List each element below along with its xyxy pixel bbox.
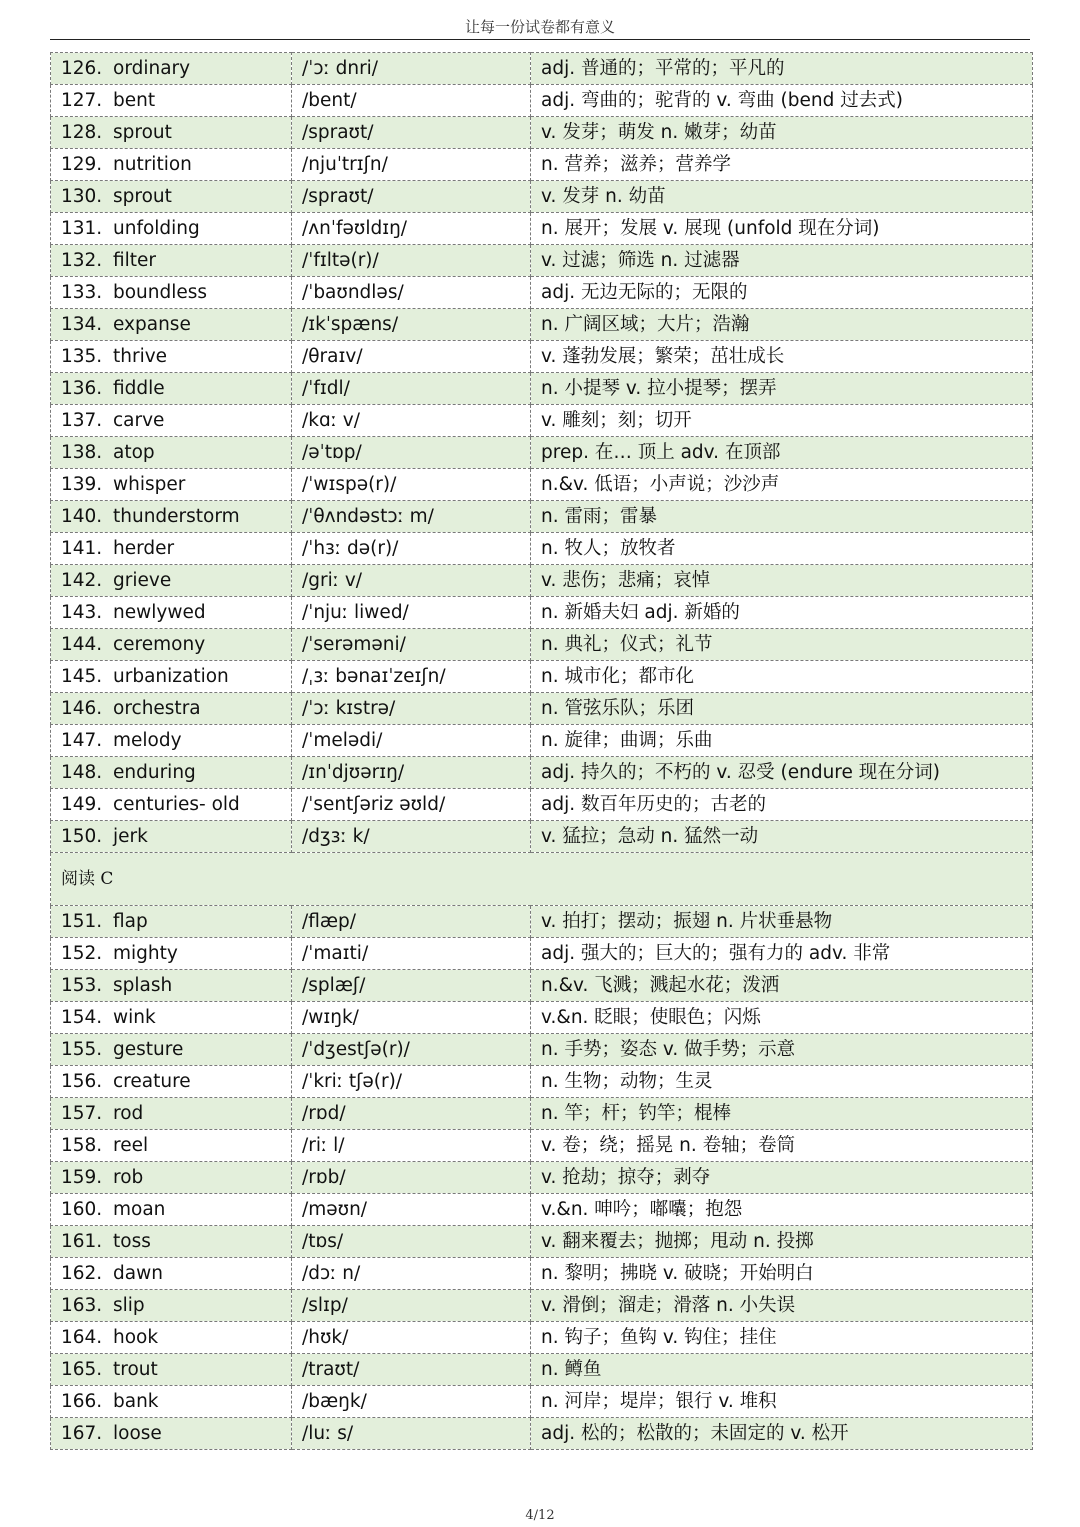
meaning-cell: n. 新婚夫妇 adj. 新婚的 [531, 597, 1033, 629]
vocabulary-table-body [51, 53, 1033, 1450]
phonetic-cell: /ˈnjuː liwed/ [292, 597, 531, 629]
entry-number: 132. [61, 250, 103, 271]
meaning-cell: n. 展开；发展 v. 展现 (unfold 现在分词) [531, 213, 1033, 245]
meaning-cell: n. 生物；动物；生灵 [531, 1066, 1033, 1098]
word-cell [51, 1322, 292, 1354]
word-cell [51, 437, 292, 469]
phonetic-cell: /spraʊt/ [292, 181, 531, 213]
entry-word: centuries- old [113, 794, 240, 815]
meaning-cell: v. 抢劫；掠夺；剥夺 [531, 1162, 1033, 1194]
meaning-cell: adj. 无边无际的；无限的 [531, 277, 1033, 309]
meaning-cell: v. 蓬勃发展；繁荣；茁壮成长 [531, 341, 1033, 373]
meaning-cell: v. 卷；绕；摇晃 n. 卷轴；卷筒 [531, 1130, 1033, 1162]
table-row [51, 789, 1033, 821]
meaning-cell: n. 钩子；鱼钩 v. 钩住；挂住 [531, 1322, 1033, 1354]
entry-number: 165. [61, 1359, 103, 1380]
entry-word: carve [113, 410, 165, 431]
table-row [51, 597, 1033, 629]
table-row [51, 725, 1033, 757]
header-divider [50, 39, 1030, 40]
phonetic-cell: /wɪŋk/ [292, 1002, 531, 1034]
meaning-cell: v.&n. 眨眼；使眼色；闪烁 [531, 1002, 1033, 1034]
table-row [51, 341, 1033, 373]
section-heading-row [51, 853, 1033, 906]
entry-word: filter [113, 250, 157, 271]
meaning-cell: n. 牧人；放牧者 [531, 533, 1033, 565]
entry-number: 142. [61, 570, 103, 591]
table-row [51, 821, 1033, 853]
meaning-cell: n. 河岸；堤岸；银行 v. 堆积 [531, 1386, 1033, 1418]
entry-number: 130. [61, 186, 103, 207]
entry-word: thunderstorm [113, 506, 240, 527]
entry-number: 145. [61, 666, 103, 687]
table-row [51, 1162, 1033, 1194]
meaning-cell: n.&v. 低语；小声说；沙沙声 [531, 469, 1033, 501]
table-row [51, 1002, 1033, 1034]
word-cell [51, 821, 292, 853]
entry-number: 140. [61, 506, 103, 527]
entry-word: sprout [113, 186, 172, 207]
word-cell [51, 1290, 292, 1322]
word-cell [51, 341, 292, 373]
entry-word: dawn [113, 1263, 163, 1284]
entry-word: rob [113, 1167, 144, 1188]
table-row [51, 149, 1033, 181]
meaning-cell: n. 黎明；拂晓 v. 破晓；开始明白 [531, 1258, 1033, 1290]
word-cell [51, 597, 292, 629]
word-cell [51, 970, 292, 1002]
entry-number: 164. [61, 1327, 103, 1348]
phonetic-cell: /ˈsentʃəriz əʊld/ [292, 789, 531, 821]
phonetic-cell: /ˈbaʊndləs/ [292, 277, 531, 309]
entry-word: bank [113, 1391, 159, 1412]
phonetic-cell: /ˈwɪspə(r)/ [292, 469, 531, 501]
phonetic-cell: /θraɪv/ [292, 341, 531, 373]
entry-number: 148. [61, 762, 103, 783]
entry-word: slip [113, 1295, 145, 1316]
phonetic-cell: /ˈfɪdl/ [292, 373, 531, 405]
entry-number: 146. [61, 698, 103, 719]
entry-word: urbanization [113, 666, 229, 687]
word-cell [51, 1354, 292, 1386]
entry-number: 166. [61, 1391, 103, 1412]
page-number: 4/12 [525, 1508, 555, 1523]
entry-word: herder [113, 538, 175, 559]
entry-number: 160. [61, 1199, 103, 1220]
meaning-cell: adj. 持久的；不朽的 v. 忍受 (endure 现在分词) [531, 757, 1033, 789]
entry-word: hook [113, 1327, 159, 1348]
entry-number: 167. [61, 1423, 103, 1444]
word-cell [51, 1002, 292, 1034]
entry-number: 134. [61, 314, 103, 335]
phonetic-cell: /məʊn/ [292, 1194, 531, 1226]
word-cell [51, 1066, 292, 1098]
entry-number: 151. [61, 911, 103, 932]
word-cell [51, 1194, 292, 1226]
meaning-cell: v. 发芽 n. 幼苗 [531, 181, 1033, 213]
entry-number: 126. [61, 58, 103, 79]
word-cell [51, 725, 292, 757]
phonetic-cell: /njuˈtrɪʃn/ [292, 149, 531, 181]
entry-word: reel [113, 1135, 149, 1156]
table-row [51, 1354, 1033, 1386]
word-cell [51, 1130, 292, 1162]
entry-number: 136. [61, 378, 103, 399]
section-heading: 阅读 C [51, 853, 1033, 906]
phonetic-cell: /hʊk/ [292, 1322, 531, 1354]
entry-number: 147. [61, 730, 103, 751]
entry-number: 155. [61, 1039, 103, 1060]
entry-number: 158. [61, 1135, 103, 1156]
phonetic-cell: /rɒd/ [292, 1098, 531, 1130]
meaning-cell: n. 管弦乐队；乐团 [531, 693, 1033, 725]
entry-number: 139. [61, 474, 103, 495]
entry-number: 157. [61, 1103, 103, 1124]
table-row [51, 501, 1033, 533]
entry-word: orchestra [113, 698, 201, 719]
phonetic-cell: /ˈmaɪti/ [292, 938, 531, 970]
table-row [51, 1034, 1033, 1066]
phonetic-cell: /luː s/ [292, 1418, 531, 1450]
entry-word: atop [113, 442, 155, 463]
entry-word: thrive [113, 346, 168, 367]
entry-word: sprout [113, 122, 172, 143]
word-cell [51, 277, 292, 309]
phonetic-cell: /ˈɔː kɪstrə/ [292, 693, 531, 725]
phonetic-cell: /riː l/ [292, 1130, 531, 1162]
meaning-cell: n. 竿；杆；钓竿；棍棒 [531, 1098, 1033, 1130]
table-row [51, 53, 1033, 85]
word-cell [51, 85, 292, 117]
table-row [51, 469, 1033, 501]
entry-word: expanse [113, 314, 191, 335]
table-row [51, 693, 1033, 725]
word-cell [51, 373, 292, 405]
entry-number: 159. [61, 1167, 103, 1188]
table-row [51, 245, 1033, 277]
entry-word: melody [113, 730, 182, 751]
phonetic-cell: /traʊt/ [292, 1354, 531, 1386]
phonetic-cell: /ˈhɜː də(r)/ [292, 533, 531, 565]
meaning-cell: adj. 松的；松散的；未固定的 v. 松开 [531, 1418, 1033, 1450]
entry-number: 144. [61, 634, 103, 655]
meaning-cell: adj. 数百年历史的；古老的 [531, 789, 1033, 821]
entry-word: ordinary [113, 58, 191, 79]
entry-word: unfolding [113, 218, 200, 239]
table-row [51, 181, 1033, 213]
table-row [51, 1098, 1033, 1130]
table-row [51, 970, 1033, 1002]
table-row [51, 565, 1033, 597]
entry-number: 135. [61, 346, 103, 367]
entry-number: 133. [61, 282, 103, 303]
word-cell [51, 1386, 292, 1418]
word-cell [51, 533, 292, 565]
table-row [51, 1322, 1033, 1354]
phonetic-cell: /bæŋk/ [292, 1386, 531, 1418]
entry-number: 127. [61, 90, 103, 111]
table-row [51, 1290, 1033, 1322]
table-row [51, 277, 1033, 309]
word-cell [51, 1034, 292, 1066]
entry-word: fiddle [113, 378, 165, 399]
phonetic-cell: /ˈkriː tʃə(r)/ [292, 1066, 531, 1098]
phonetic-cell: /spraʊt/ [292, 117, 531, 149]
word-cell [51, 469, 292, 501]
phonetic-cell: /kɑː v/ [292, 405, 531, 437]
meaning-cell: n. 手势；姿态 v. 做手势；示意 [531, 1034, 1033, 1066]
table-row [51, 405, 1033, 437]
entry-number: 154. [61, 1007, 103, 1028]
entry-number: 129. [61, 154, 103, 175]
entry-word: trout [113, 1359, 158, 1380]
table-row [51, 938, 1033, 970]
entry-word: flap [113, 911, 148, 932]
word-cell [51, 1418, 292, 1450]
entry-word: rod [113, 1103, 144, 1124]
entry-word: moan [113, 1199, 166, 1220]
word-cell [51, 213, 292, 245]
phonetic-cell: /ˈmelədi/ [292, 725, 531, 757]
meaning-cell: v. 过滤；筛选 n. 过滤器 [531, 245, 1033, 277]
entry-number: 143. [61, 602, 103, 623]
word-cell [51, 53, 292, 85]
phonetic-cell: /tɒs/ [292, 1226, 531, 1258]
entry-word: boundless [113, 282, 208, 303]
entry-word: jerk [113, 826, 148, 847]
table-row [51, 629, 1033, 661]
meaning-cell: adj. 强大的；巨大的；强有力的 adv. 非常 [531, 938, 1033, 970]
meaning-cell: v. 雕刻；刻；切开 [531, 405, 1033, 437]
phonetic-cell: /ˈserəməni/ [292, 629, 531, 661]
word-cell [51, 181, 292, 213]
entry-number: 128. [61, 122, 103, 143]
phonetic-cell: /ˈɔː dnri/ [292, 53, 531, 85]
phonetic-cell: /əˈtɒp/ [292, 437, 531, 469]
word-cell [51, 149, 292, 181]
phonetic-cell: /ɪnˈdjʊərɪŋ/ [292, 757, 531, 789]
table-row [51, 1194, 1033, 1226]
table-row [51, 1258, 1033, 1290]
table-row [51, 533, 1033, 565]
entry-word: loose [113, 1423, 162, 1444]
phonetic-cell: /griː v/ [292, 565, 531, 597]
entry-word: splash [113, 975, 173, 996]
word-cell [51, 501, 292, 533]
meaning-cell: n. 旋律；曲调；乐曲 [531, 725, 1033, 757]
word-cell [51, 405, 292, 437]
entry-number: 153. [61, 975, 103, 996]
meaning-cell: n. 城市化；都市化 [531, 661, 1033, 693]
meaning-cell: n. 广阔区域；大片；浩瀚 [531, 309, 1033, 341]
meaning-cell: n. 小提琴 v. 拉小提琴；摆弄 [531, 373, 1033, 405]
word-cell [51, 906, 292, 938]
meaning-cell: n. 鳟鱼 [531, 1354, 1033, 1386]
phonetic-cell: /rɒb/ [292, 1162, 531, 1194]
phonetic-cell: /slɪp/ [292, 1290, 531, 1322]
word-cell [51, 565, 292, 597]
word-cell [51, 309, 292, 341]
meaning-cell: n. 典礼；仪式；礼节 [531, 629, 1033, 661]
meaning-cell: v.&n. 呻吟；嘟囔；抱怨 [531, 1194, 1033, 1226]
meaning-cell: n. 雷雨；雷暴 [531, 501, 1033, 533]
table-row [51, 1418, 1033, 1450]
table-row [51, 309, 1033, 341]
entry-word: creature [113, 1071, 191, 1092]
entry-number: 141. [61, 538, 103, 559]
phonetic-cell: /flæp/ [292, 906, 531, 938]
word-cell [51, 938, 292, 970]
meaning-cell: adj. 普通的；平常的；平凡的 [531, 53, 1033, 85]
word-cell [51, 1162, 292, 1194]
entry-number: 138. [61, 442, 103, 463]
phonetic-cell: /ˈθʌndəstɔː m/ [292, 501, 531, 533]
word-cell [51, 1098, 292, 1130]
table-row [51, 1066, 1033, 1098]
meaning-cell: v. 猛拉；急动 n. 猛然一动 [531, 821, 1033, 853]
table-row [51, 85, 1033, 117]
entry-word: newlywed [113, 602, 206, 623]
entry-number: 137. [61, 410, 103, 431]
meaning-cell: n.&v. 飞溅；溅起水花；泼洒 [531, 970, 1033, 1002]
word-cell [51, 661, 292, 693]
page-header-title: 让每一份试卷都有意义 [464, 18, 615, 36]
table-row [51, 757, 1033, 789]
table-row [51, 906, 1033, 938]
meaning-cell: n. 营养；滋养；营养学 [531, 149, 1033, 181]
entry-word: enduring [113, 762, 196, 783]
table-row [51, 373, 1033, 405]
word-cell [51, 117, 292, 149]
meaning-cell: v. 拍打；摆动；振翅 n. 片状垂悬物 [531, 906, 1033, 938]
phonetic-cell: /dɔː n/ [292, 1258, 531, 1290]
entry-number: 152. [61, 943, 103, 964]
meaning-cell: prep. 在… 顶上 adv. 在顶部 [531, 437, 1033, 469]
entry-word: grieve [113, 570, 172, 591]
entry-word: gesture [113, 1039, 184, 1060]
entry-word: bent [113, 90, 156, 111]
word-cell [51, 789, 292, 821]
entry-number: 150. [61, 826, 103, 847]
meaning-cell: v. 滑倒；溜走；滑落 n. 小失误 [531, 1290, 1033, 1322]
entry-word: nutrition [113, 154, 192, 175]
word-cell [51, 1226, 292, 1258]
meaning-cell: v. 发芽；萌发 n. 嫩芽；幼苗 [531, 117, 1033, 149]
word-cell [51, 757, 292, 789]
word-cell [51, 1258, 292, 1290]
entry-word: mighty [113, 943, 178, 964]
entry-number: 161. [61, 1231, 103, 1252]
entry-word: toss [113, 1231, 151, 1252]
entry-number: 156. [61, 1071, 103, 1092]
entry-word: whisper [113, 474, 186, 495]
table-row [51, 437, 1033, 469]
phonetic-cell: /ˌɜː bənaɪˈzeɪʃn/ [292, 661, 531, 693]
table-row [51, 213, 1033, 245]
vocabulary-table [50, 52, 1033, 1450]
phonetic-cell: /ɪkˈspæns/ [292, 309, 531, 341]
table-row [51, 661, 1033, 693]
entry-word: wink [113, 1007, 156, 1028]
entry-number: 131. [61, 218, 103, 239]
meaning-cell: v. 翻来覆去；抛掷；甩动 n. 投掷 [531, 1226, 1033, 1258]
entry-number: 149. [61, 794, 103, 815]
phonetic-cell: /ʌnˈfəʊldɪŋ/ [292, 213, 531, 245]
meaning-cell: adj. 弯曲的；驼背的 v. 弯曲 (bend 过去式) [531, 85, 1033, 117]
word-cell [51, 693, 292, 725]
phonetic-cell: /ˈfɪltə(r)/ [292, 245, 531, 277]
meaning-cell: v. 悲伤；悲痛；哀悼 [531, 565, 1033, 597]
table-row [51, 1226, 1033, 1258]
table-row [51, 1130, 1033, 1162]
entry-number: 163. [61, 1295, 103, 1316]
entry-number: 162. [61, 1263, 103, 1284]
phonetic-cell: /dʒɜː k/ [292, 821, 531, 853]
table-row [51, 1386, 1033, 1418]
entry-word: ceremony [113, 634, 206, 655]
word-cell [51, 629, 292, 661]
phonetic-cell: /bent/ [292, 85, 531, 117]
table-row [51, 117, 1033, 149]
phonetic-cell: /splæʃ/ [292, 970, 531, 1002]
word-cell [51, 245, 292, 277]
phonetic-cell: /ˈdʒestʃə(r)/ [292, 1034, 531, 1066]
